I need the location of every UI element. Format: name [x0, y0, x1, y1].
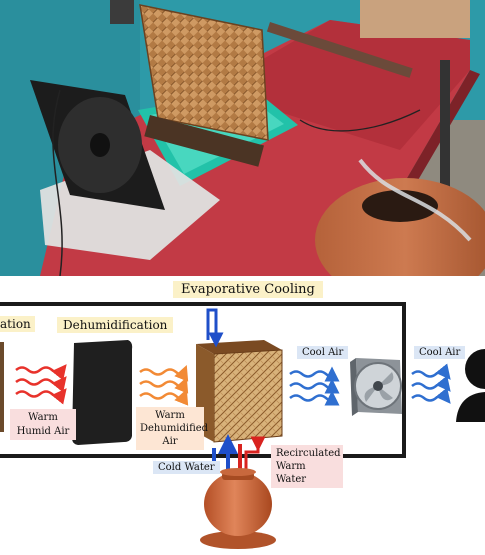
partial-stage-block [0, 342, 4, 432]
cool-air-label-1: Cool Air [297, 346, 348, 359]
clay-pot [200, 468, 276, 549]
warm-humid-arrows [16, 368, 62, 397]
cold-water-pipe-top [208, 310, 216, 340]
partial-stage-label: ation [0, 316, 35, 332]
back-box-2 [110, 0, 134, 24]
table-leg [440, 60, 450, 190]
evaporative-cooling-pad [196, 340, 282, 442]
dehumidifier-pad [72, 340, 132, 445]
cool-air-arrows-2 [412, 372, 446, 401]
cool-air-arrows-1 [290, 372, 332, 401]
fan-hub [90, 133, 110, 157]
cold-water-label: Cold Water [153, 461, 220, 474]
prototype-photo [0, 0, 485, 276]
warm-dehumidified-arrows [140, 370, 184, 399]
exhaust-fan [350, 358, 402, 416]
dehumidification-label: Dehumidification [57, 317, 173, 333]
cool-air-label-2: Cool Air [414, 346, 465, 359]
warm-humid-air-label: Warm Humid Air [10, 409, 76, 440]
person-icon [456, 349, 485, 422]
schematic-diagram [0, 276, 485, 555]
warm-dehumidified-air-label: Warm Dehumidified Air [136, 407, 204, 450]
recirculated-warm-water-label: Recirculated Warm Water [271, 445, 343, 488]
back-box [360, 0, 470, 38]
evaporative-cooling-label: Evaporative Cooling [173, 281, 323, 298]
